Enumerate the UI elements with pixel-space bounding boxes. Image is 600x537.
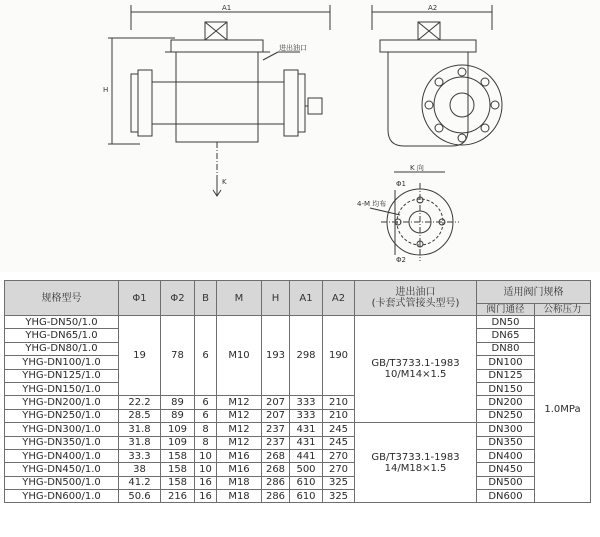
b-cell: 10 bbox=[195, 463, 217, 476]
b-cell: 8 bbox=[195, 436, 217, 449]
a1-cell: 431 bbox=[290, 436, 323, 449]
dn-cell: DN80 bbox=[477, 342, 535, 355]
header-port-line2: (卡套式管接头型号) bbox=[371, 298, 460, 309]
header-port bbox=[355, 281, 477, 316]
m-cell: M12 bbox=[217, 436, 262, 449]
table-row bbox=[5, 396, 591, 409]
phi1-cell: 31.8 bbox=[119, 423, 161, 436]
table-row bbox=[5, 436, 591, 449]
model-cell: YHG-DN150/1.0 bbox=[5, 382, 119, 395]
a1-cell: 500 bbox=[290, 463, 323, 476]
a1-cell: 431 bbox=[290, 423, 323, 436]
header-phi2: Φ2 bbox=[161, 281, 195, 316]
label-k-view: K 向 bbox=[410, 164, 424, 172]
h-cell: 207 bbox=[262, 409, 290, 422]
h-cell: 286 bbox=[262, 476, 290, 489]
phi2-cell: 158 bbox=[161, 463, 195, 476]
dn-cell: DN400 bbox=[477, 449, 535, 462]
phi2-cell: 109 bbox=[161, 436, 195, 449]
a2-cell: 210 bbox=[323, 396, 355, 409]
table-row bbox=[5, 490, 591, 503]
header-h: H bbox=[262, 281, 290, 316]
phi1-cell: 31.8 bbox=[119, 436, 161, 449]
filter-body bbox=[176, 52, 258, 142]
label-phi2: Φ2 bbox=[396, 256, 406, 264]
label-m-holes: 4-M 均布 bbox=[357, 200, 387, 208]
filter-cover bbox=[171, 40, 263, 52]
a2-cell: 270 bbox=[323, 463, 355, 476]
header-port-line1: 进出油口 bbox=[395, 287, 436, 298]
side-flange-inner bbox=[434, 77, 490, 133]
dn-cell: DN300 bbox=[477, 423, 535, 436]
bolt-hole-6 bbox=[481, 124, 489, 132]
phi1-cell: 33.3 bbox=[119, 449, 161, 462]
model-cell: YHG-DN65/1.0 bbox=[5, 329, 119, 342]
phi1-cell: 22.2 bbox=[119, 396, 161, 409]
right-flange bbox=[284, 70, 298, 136]
bolt-hole-5 bbox=[481, 78, 489, 86]
a2-cell: 245 bbox=[323, 436, 355, 449]
h-cell: 207 bbox=[262, 396, 290, 409]
phi1-cell: 28.5 bbox=[119, 409, 161, 422]
pipe-section bbox=[152, 82, 284, 124]
dn-cell: DN500 bbox=[477, 476, 535, 489]
spec-table bbox=[4, 280, 591, 503]
phi1-cell: 50.6 bbox=[119, 490, 161, 503]
h-cell: 237 bbox=[262, 423, 290, 436]
table-row bbox=[5, 463, 591, 476]
group1-a1: 298 bbox=[290, 316, 323, 396]
drain-plug bbox=[308, 98, 322, 114]
port-group-2-line2: 14/M18×1.5 bbox=[384, 462, 447, 474]
model-cell: YHG-DN450/1.0 bbox=[5, 463, 119, 476]
header-model: 规格型号 bbox=[5, 281, 119, 316]
table-row bbox=[5, 423, 591, 436]
label-a1: A1 bbox=[222, 4, 232, 12]
bolt-hole-1 bbox=[458, 68, 466, 76]
model-cell: YHG-DN100/1.0 bbox=[5, 356, 119, 369]
left-flange bbox=[138, 70, 152, 136]
model-cell: YHG-DN200/1.0 bbox=[5, 396, 119, 409]
h-cell: 286 bbox=[262, 490, 290, 503]
model-cell: YHG-DN500/1.0 bbox=[5, 476, 119, 489]
model-cell: YHG-DN300/1.0 bbox=[5, 423, 119, 436]
phi2-cell: 89 bbox=[161, 409, 195, 422]
bolt-hole-2 bbox=[491, 101, 499, 109]
a2-cell: 325 bbox=[323, 490, 355, 503]
right-flange-outer bbox=[298, 74, 305, 132]
b-cell: 16 bbox=[195, 490, 217, 503]
dn-cell: DN125 bbox=[477, 369, 535, 382]
port-group-1 bbox=[355, 316, 477, 423]
m-cell: M12 bbox=[217, 423, 262, 436]
port-group-2 bbox=[355, 423, 477, 503]
group1-m: M10 bbox=[217, 316, 262, 396]
header-valve-dn: 阀门通径 bbox=[477, 304, 535, 316]
a1-cell: 441 bbox=[290, 449, 323, 462]
label-h: H bbox=[103, 86, 109, 94]
port-leader bbox=[263, 52, 278, 60]
dn-cell: DN50 bbox=[477, 316, 535, 329]
table-row bbox=[5, 449, 591, 462]
phi2-cell: 158 bbox=[161, 449, 195, 462]
bolt-hole-8 bbox=[435, 78, 443, 86]
header-pressure: 公称压力 bbox=[535, 304, 591, 316]
model-cell: YHG-DN125/1.0 bbox=[5, 369, 119, 382]
dn-cell: DN150 bbox=[477, 382, 535, 395]
model-cell: YHG-DN350/1.0 bbox=[5, 436, 119, 449]
pressure-cell: 1.0MPa bbox=[535, 316, 591, 503]
header-a1: A1 bbox=[290, 281, 323, 316]
group1-phi2: 78 bbox=[161, 316, 195, 396]
bolt-hole-4 bbox=[425, 101, 433, 109]
m-cell: M12 bbox=[217, 396, 262, 409]
a1-cell: 610 bbox=[290, 476, 323, 489]
a1-cell: 610 bbox=[290, 490, 323, 503]
group1-phi1: 19 bbox=[119, 316, 161, 396]
phi1-cell: 41.2 bbox=[119, 476, 161, 489]
side-flange-bore bbox=[450, 93, 474, 117]
port-group-1-line1: GB/T3733.1-1983 bbox=[371, 358, 460, 370]
b-cell: 16 bbox=[195, 476, 217, 489]
left-flange-outer bbox=[131, 74, 138, 132]
b-cell: 8 bbox=[195, 423, 217, 436]
group1-b: 6 bbox=[195, 316, 217, 396]
model-cell: YHG-DN250/1.0 bbox=[5, 409, 119, 422]
h-cell: 268 bbox=[262, 449, 290, 462]
port-group-1-line2: 10/M14×1.5 bbox=[384, 369, 447, 381]
dn-cell: DN350 bbox=[477, 436, 535, 449]
phi2-cell: 109 bbox=[161, 423, 195, 436]
h-cell: 237 bbox=[262, 436, 290, 449]
a1-cell: 333 bbox=[290, 396, 323, 409]
dn-cell: DN600 bbox=[477, 490, 535, 503]
side-cover bbox=[380, 40, 476, 52]
phi2-cell: 89 bbox=[161, 396, 195, 409]
phi2-cell: 158 bbox=[161, 476, 195, 489]
a2-cell: 210 bbox=[323, 409, 355, 422]
dn-cell: DN250 bbox=[477, 409, 535, 422]
dn-cell: DN200 bbox=[477, 396, 535, 409]
dn-cell: DN100 bbox=[477, 356, 535, 369]
m-cell: M18 bbox=[217, 476, 262, 489]
bolt-hole-7 bbox=[435, 124, 443, 132]
b-cell: 6 bbox=[195, 396, 217, 409]
label-phi1: Φ1 bbox=[396, 180, 406, 188]
model-cell: YHG-DN50/1.0 bbox=[5, 316, 119, 329]
table-row bbox=[5, 476, 591, 489]
h-cell: 268 bbox=[262, 463, 290, 476]
m-cell: M16 bbox=[217, 449, 262, 462]
a2-cell: 270 bbox=[323, 449, 355, 462]
dn-cell: DN65 bbox=[477, 329, 535, 342]
label-k-arrow: K bbox=[222, 178, 227, 186]
port-group-2-line1: GB/T3733.1-1983 bbox=[371, 451, 460, 463]
a2-cell: 325 bbox=[323, 476, 355, 489]
m-cell: M18 bbox=[217, 490, 262, 503]
m-cell: M16 bbox=[217, 463, 262, 476]
label-port: 进出油口 bbox=[279, 44, 307, 52]
model-cell: YHG-DN80/1.0 bbox=[5, 342, 119, 355]
table-row bbox=[5, 409, 591, 422]
header-b: B bbox=[195, 281, 217, 316]
header-valve-group: 适用阀门规格 bbox=[477, 281, 591, 304]
header-m: M bbox=[217, 281, 262, 316]
phi2-cell: 216 bbox=[161, 490, 195, 503]
group1-h: 193 bbox=[262, 316, 290, 396]
m-cell: M12 bbox=[217, 409, 262, 422]
a1-cell: 333 bbox=[290, 409, 323, 422]
a2-cell: 245 bbox=[323, 423, 355, 436]
header-phi1: Φ1 bbox=[119, 281, 161, 316]
b-cell: 6 bbox=[195, 409, 217, 422]
bolt-hole-3 bbox=[458, 134, 466, 142]
table-row bbox=[5, 316, 591, 329]
phi1-cell: 38 bbox=[119, 463, 161, 476]
b-cell: 10 bbox=[195, 449, 217, 462]
model-cell: YHG-DN600/1.0 bbox=[5, 490, 119, 503]
model-cell: YHG-DN400/1.0 bbox=[5, 449, 119, 462]
label-a2: A2 bbox=[428, 4, 438, 12]
header-a2: A2 bbox=[323, 281, 355, 316]
group1-a2: 190 bbox=[323, 316, 355, 396]
dn-cell: DN450 bbox=[477, 463, 535, 476]
